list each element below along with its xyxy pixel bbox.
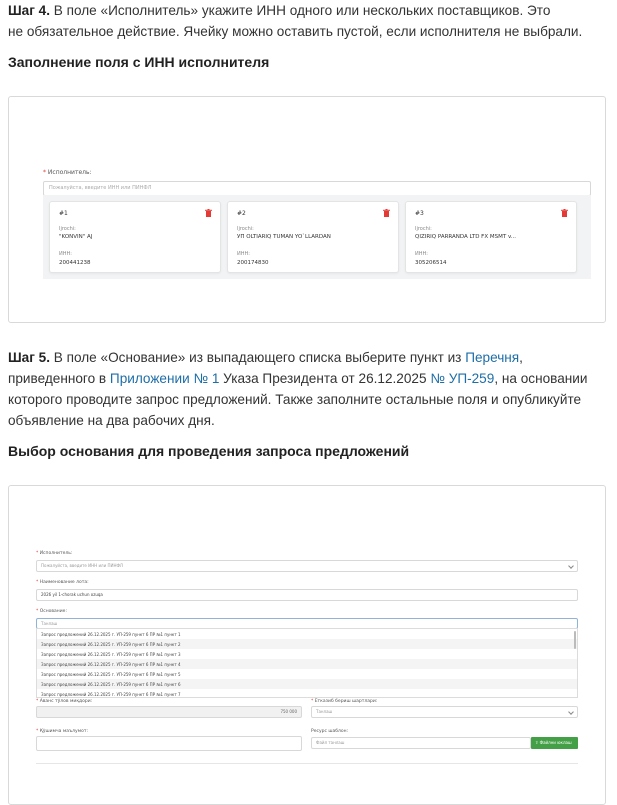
heading-executor-inn: Заполнение поля с ИНН исполнителя	[8, 54, 270, 70]
s2-lot-label: * Наименование лота:	[36, 580, 89, 585]
card-name-value: QIZIRIQ PARRANDA LTD FX MSMT v...	[415, 234, 517, 240]
required-mark: *	[43, 169, 46, 176]
executor-label-text: Исполнитель:	[47, 169, 92, 176]
s2-amount-input[interactable]	[36, 706, 302, 718]
upload-icon: ⇪	[535, 740, 539, 745]
s2-delivery-label: * Етказиб бериш шартлари:	[311, 699, 378, 704]
s2-delivery-select[interactable]	[311, 706, 578, 718]
step5-text-4: Указа Президента от 26.12.2025	[223, 371, 427, 386]
s2-executor-label: * Исполнитель:	[36, 551, 73, 556]
executor-card-1	[49, 201, 221, 273]
s2-lot-input[interactable]	[36, 589, 578, 601]
card-name-key: Ijrochi:	[59, 226, 76, 232]
card-inn-value: 200174830	[237, 260, 269, 266]
step4-prefix: Шаг 4.	[8, 3, 50, 18]
card-inn-value: 200441238	[59, 260, 91, 266]
trash-icon[interactable]	[383, 209, 390, 217]
step5-text-5: , на основании	[494, 371, 588, 386]
step5-prefix: Шаг 5.	[8, 350, 50, 365]
trash-icon[interactable]	[205, 209, 212, 217]
dropdown-option[interactable]: Запрос предложений 26.12.2025 г. УП-259 пункт 6 ПР №1 пункт 4	[37, 659, 577, 669]
dropdown-scrollbar[interactable]	[574, 631, 576, 649]
dropdown-option[interactable]: Запрос предложений 26.12.2025 г. УП-259 пункт 6 ПР №1 пункт 1	[41, 632, 181, 637]
card-name-value: "KONVIN" AJ	[59, 234, 93, 240]
chevron-down-icon	[568, 709, 574, 715]
card-number: #2	[237, 210, 246, 217]
upload-file-button[interactable]	[531, 737, 578, 749]
link-perechen[interactable]: Перечня	[465, 350, 520, 365]
dropdown-option[interactable]: Запрос предложений 26.12.2025 г. УП-259 пункт 6 ПР №1 пункт 2	[37, 639, 577, 649]
screenshot-executor-field	[8, 96, 606, 323]
s2-basis-placeholder: Танлаш	[41, 621, 58, 626]
link-appendix-1[interactable]: Приложении № 1	[109, 371, 220, 386]
card-name-key: Ijrochi:	[237, 226, 254, 232]
trash-icon[interactable]	[561, 209, 568, 217]
s2-delivery-placeholder: Танлаш	[316, 709, 333, 714]
s2-extra-textarea[interactable]	[36, 736, 302, 751]
basis-dropdown-list	[36, 628, 578, 698]
step4-text-line1: В поле «Исполнитель» укажите ИНН одного или нескольких поставщиков. Это	[53, 3, 551, 18]
step5-paragraph	[8, 347, 608, 431]
chevron-down-icon	[568, 563, 574, 569]
s2-executor-placeholder: Пожалуйста, введите ИНН или ПИНФЛ	[41, 563, 123, 568]
dropdown-option[interactable]: Запрос предложений 26.12.2025 г. УП-259 пункт 6 ПР №1 пункт 7	[41, 692, 181, 697]
s2-amount-value: 750 000	[280, 709, 297, 714]
executor-input[interactable]	[43, 181, 591, 196]
s2-file-placeholder: Файл танлаш	[316, 740, 345, 745]
executor-card-2	[227, 201, 399, 273]
step5-text-2: ,	[519, 350, 523, 365]
heading-basis-selection: Выбор основания для проведения запроса предложений	[8, 443, 410, 459]
dropdown-option[interactable]: Запрос предложений 26.12.2025 г. УП-259 пункт 6 ПР №1 пункт 6	[37, 679, 577, 689]
card-number: #1	[59, 210, 68, 217]
executor-label	[43, 169, 92, 176]
upload-file-button-label: Файлни юклаш	[539, 740, 572, 745]
s2-extra-label: * Қўшимча маълумот:	[36, 729, 88, 734]
card-inn-key: ИНН:	[59, 251, 72, 257]
s2-divider	[36, 763, 578, 764]
card-inn-key: ИНН:	[237, 251, 250, 257]
step5-text-3: приведенного в	[8, 371, 107, 386]
step4-text-line2: не обязательное действие. Ячейку можно оставить пустой, если исполнителя не выбрали.	[8, 24, 583, 39]
dropdown-option[interactable]: Запрос предложений 26.12.2025 г. УП-259 пункт 6 ПР №1 пункт 3	[41, 652, 181, 657]
link-up-259[interactable]: № УП-259	[430, 371, 495, 386]
s2-amount-label: * Аванс тўлов миқдори:	[36, 699, 93, 704]
step4-paragraph	[8, 0, 608, 42]
card-number: #3	[415, 210, 424, 217]
s2-executor-input[interactable]	[36, 560, 578, 572]
step5-text-line4: объявление на два рабочих дня.	[8, 413, 215, 428]
executor-card-3	[405, 201, 577, 273]
step5-text-line3: которого проводите запрос предложений. Также заполните остальные поля и опубликуйте	[8, 392, 582, 407]
card-name-value: УП OLTIARIQ TUMAN YO`LLARDAN	[237, 234, 331, 240]
s2-lot-value: 2026 yil 1-chorak uchun ozuqa	[41, 592, 103, 597]
card-inn-value: 305206514	[415, 260, 447, 266]
executor-input-placeholder: Пожалуйста, введите ИНН или ПИНФЛ	[49, 185, 152, 191]
s2-basis-label: * Основание:	[36, 609, 67, 614]
card-inn-key: ИНН:	[415, 251, 428, 257]
s2-file-input[interactable]	[311, 737, 531, 749]
dropdown-option[interactable]: Запрос предложений 26.12.2025 г. УП-259 пункт 6 ПР №1 пункт 5	[41, 672, 181, 677]
step5-text-1: В поле «Основание» из выпадающего списка выберите пункт из	[53, 350, 462, 365]
s2-file-label: Ресурс шаблон:	[311, 729, 349, 734]
card-name-key: Ijrochi:	[415, 226, 432, 232]
